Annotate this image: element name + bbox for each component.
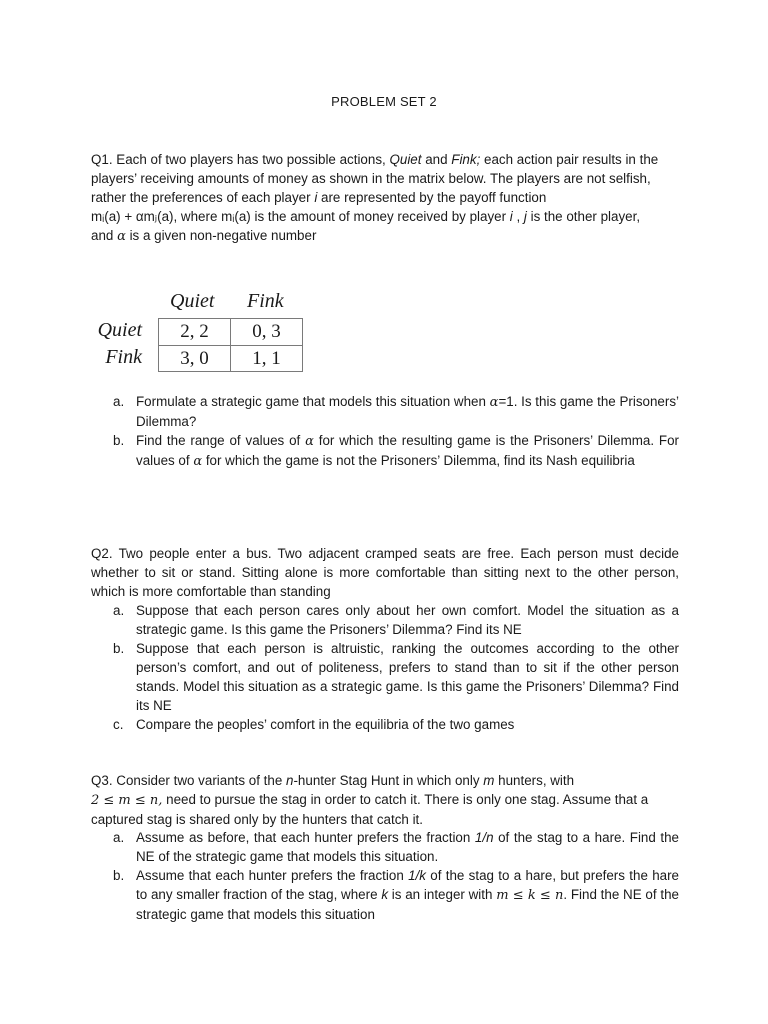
var-k: k bbox=[381, 887, 389, 902]
matrix-grid bbox=[158, 318, 303, 372]
q1-formula: mᵢ(a) + αmⱼ(a), where mᵢ(a) is the amount of money received by player bbox=[91, 209, 510, 224]
q3-paragraph bbox=[91, 771, 679, 829]
q1-var-i2: i bbox=[509, 209, 513, 224]
matrix-row-header-quiet: Quiet bbox=[97, 319, 142, 341]
list-item bbox=[113, 639, 679, 715]
matrix-col-header-fink: Fink bbox=[247, 290, 284, 312]
item-text: . Find the NE of the strategic game that models this situation bbox=[136, 887, 679, 922]
matrix-cell: 0, 3 bbox=[252, 321, 281, 342]
payoff-matrix bbox=[90, 290, 320, 380]
matrix-row-header-fink: Fink bbox=[105, 346, 142, 368]
q3-text: Q3. Consider two variants of the bbox=[91, 773, 287, 788]
item-text: of the stag to a hare. Find the NE of the strategic game that models this situation. bbox=[136, 830, 680, 864]
q1-text-3: are represented by the payoff function bbox=[317, 190, 547, 205]
alpha-symbol: α bbox=[305, 434, 314, 449]
q1-text-4: , bbox=[512, 209, 524, 224]
matrix-cell: 2, 2 bbox=[180, 321, 209, 342]
q3-text: -hunter Stag Hunt in which only bbox=[293, 773, 484, 788]
q3-var-n: n bbox=[286, 773, 294, 788]
q3-text: hunters, with bbox=[494, 773, 575, 788]
page-title: PROBLEM SET 2 bbox=[331, 94, 437, 109]
item-text: Formulate a strategic game that models this situation when bbox=[136, 394, 490, 409]
item-text: Suppose that each person is altruistic, ranking the outcomes according to the other person’s comfort, and out of politeness, prefers to stand than to sit if the other person stands. Model this situation as a strategic game. Is this game the Prisoners’ Dilemma? Find its NE bbox=[136, 641, 679, 713]
q1-action-quiet: Quiet bbox=[389, 152, 422, 167]
matrix-cell: 1, 1 bbox=[252, 348, 281, 369]
q2-subquestions bbox=[113, 601, 679, 734]
item-marker: b. bbox=[113, 641, 125, 656]
item-marker: a. bbox=[113, 830, 125, 845]
item-text: Assume that each hunter prefers the fraction bbox=[136, 868, 409, 883]
q1-text: Q1. Each of two players has two possible actions, bbox=[91, 152, 390, 167]
q3-var-m: m bbox=[483, 773, 495, 788]
q1-alpha: α bbox=[117, 229, 126, 244]
item-text: =1. Is this game the Prisoners’ Dilemma? bbox=[136, 394, 679, 429]
q1-subquestions bbox=[113, 392, 679, 471]
q1-var-j: j bbox=[523, 209, 527, 224]
matrix-cell: 3, 0 bbox=[180, 348, 209, 369]
q3-text: need to pursue the stag in order to catch it. There is only one stag. Assume that a captured stag is shared only by the hunters that catch it. bbox=[91, 792, 649, 827]
q1-text-and: and bbox=[421, 152, 452, 167]
inequality: m ≤ k ≤ n bbox=[496, 888, 564, 903]
q3-subquestions bbox=[113, 828, 680, 924]
q1-paragraph bbox=[91, 150, 679, 246]
item-marker: c. bbox=[113, 717, 124, 732]
list-item bbox=[113, 431, 679, 471]
alpha-symbol: α bbox=[193, 454, 203, 469]
q2-paragraph: Q2. Two people enter a bus. Two adjacent cramped seats are free. Each person must decide whether to sit or stand. Sitting alone is more comfortable than sitting next to the other person, which is more comfortable than standing bbox=[91, 546, 679, 599]
item-marker: a. bbox=[113, 394, 125, 409]
matrix-col-header-quiet: Quiet bbox=[170, 290, 215, 312]
item-text: of the stag to a hare, but prefers the hare to any smaller fraction of the stag, where bbox=[136, 868, 679, 902]
item-marker: a. bbox=[113, 603, 125, 618]
item-text: Find the range of values of bbox=[136, 433, 306, 448]
item-marker: b. bbox=[113, 868, 125, 883]
fraction: 1/n bbox=[474, 830, 494, 845]
item-marker: b. bbox=[113, 433, 125, 448]
item-text: Assume as before, that each hunter prefers the fraction bbox=[136, 830, 475, 845]
item-text: is an integer with bbox=[388, 887, 497, 902]
q1-text-7: is a given non-negative number bbox=[125, 228, 317, 243]
alpha-symbol: α bbox=[489, 395, 499, 410]
q1-var-i: i bbox=[314, 190, 318, 205]
list-item bbox=[113, 601, 679, 639]
item-text: for which the game is not the Prisoners’ Dilemma, find its Nash equilibria bbox=[202, 453, 635, 468]
fraction: 1/k bbox=[408, 868, 426, 883]
list-item bbox=[113, 866, 679, 924]
list-item bbox=[113, 392, 679, 431]
q1-text-6: and bbox=[91, 228, 118, 243]
q1-text-5: is the other player, bbox=[526, 209, 641, 224]
q3-inequality: 2 ≤ m ≤ n, bbox=[91, 793, 163, 808]
item-text: Suppose that each person cares only about her own comfort. Model the situation as a strategic game. Is this game the Prisoners’ Dilemma? Find its NE bbox=[136, 603, 679, 637]
q1-text-2: each action pair results in the players’ receiving amounts of money as shown in the matrix below. The players are not selfish, rather the preferences of each player bbox=[91, 152, 659, 205]
list-item bbox=[113, 828, 680, 866]
item-text: for which the resulting game is the Prisoners’ Dilemma. For values of bbox=[136, 433, 679, 468]
q1-action-fink: Fink; bbox=[451, 152, 481, 167]
item-text: Compare the peoples’ comfort in the equilibria of the two games bbox=[136, 717, 515, 732]
list-item bbox=[113, 715, 679, 734]
